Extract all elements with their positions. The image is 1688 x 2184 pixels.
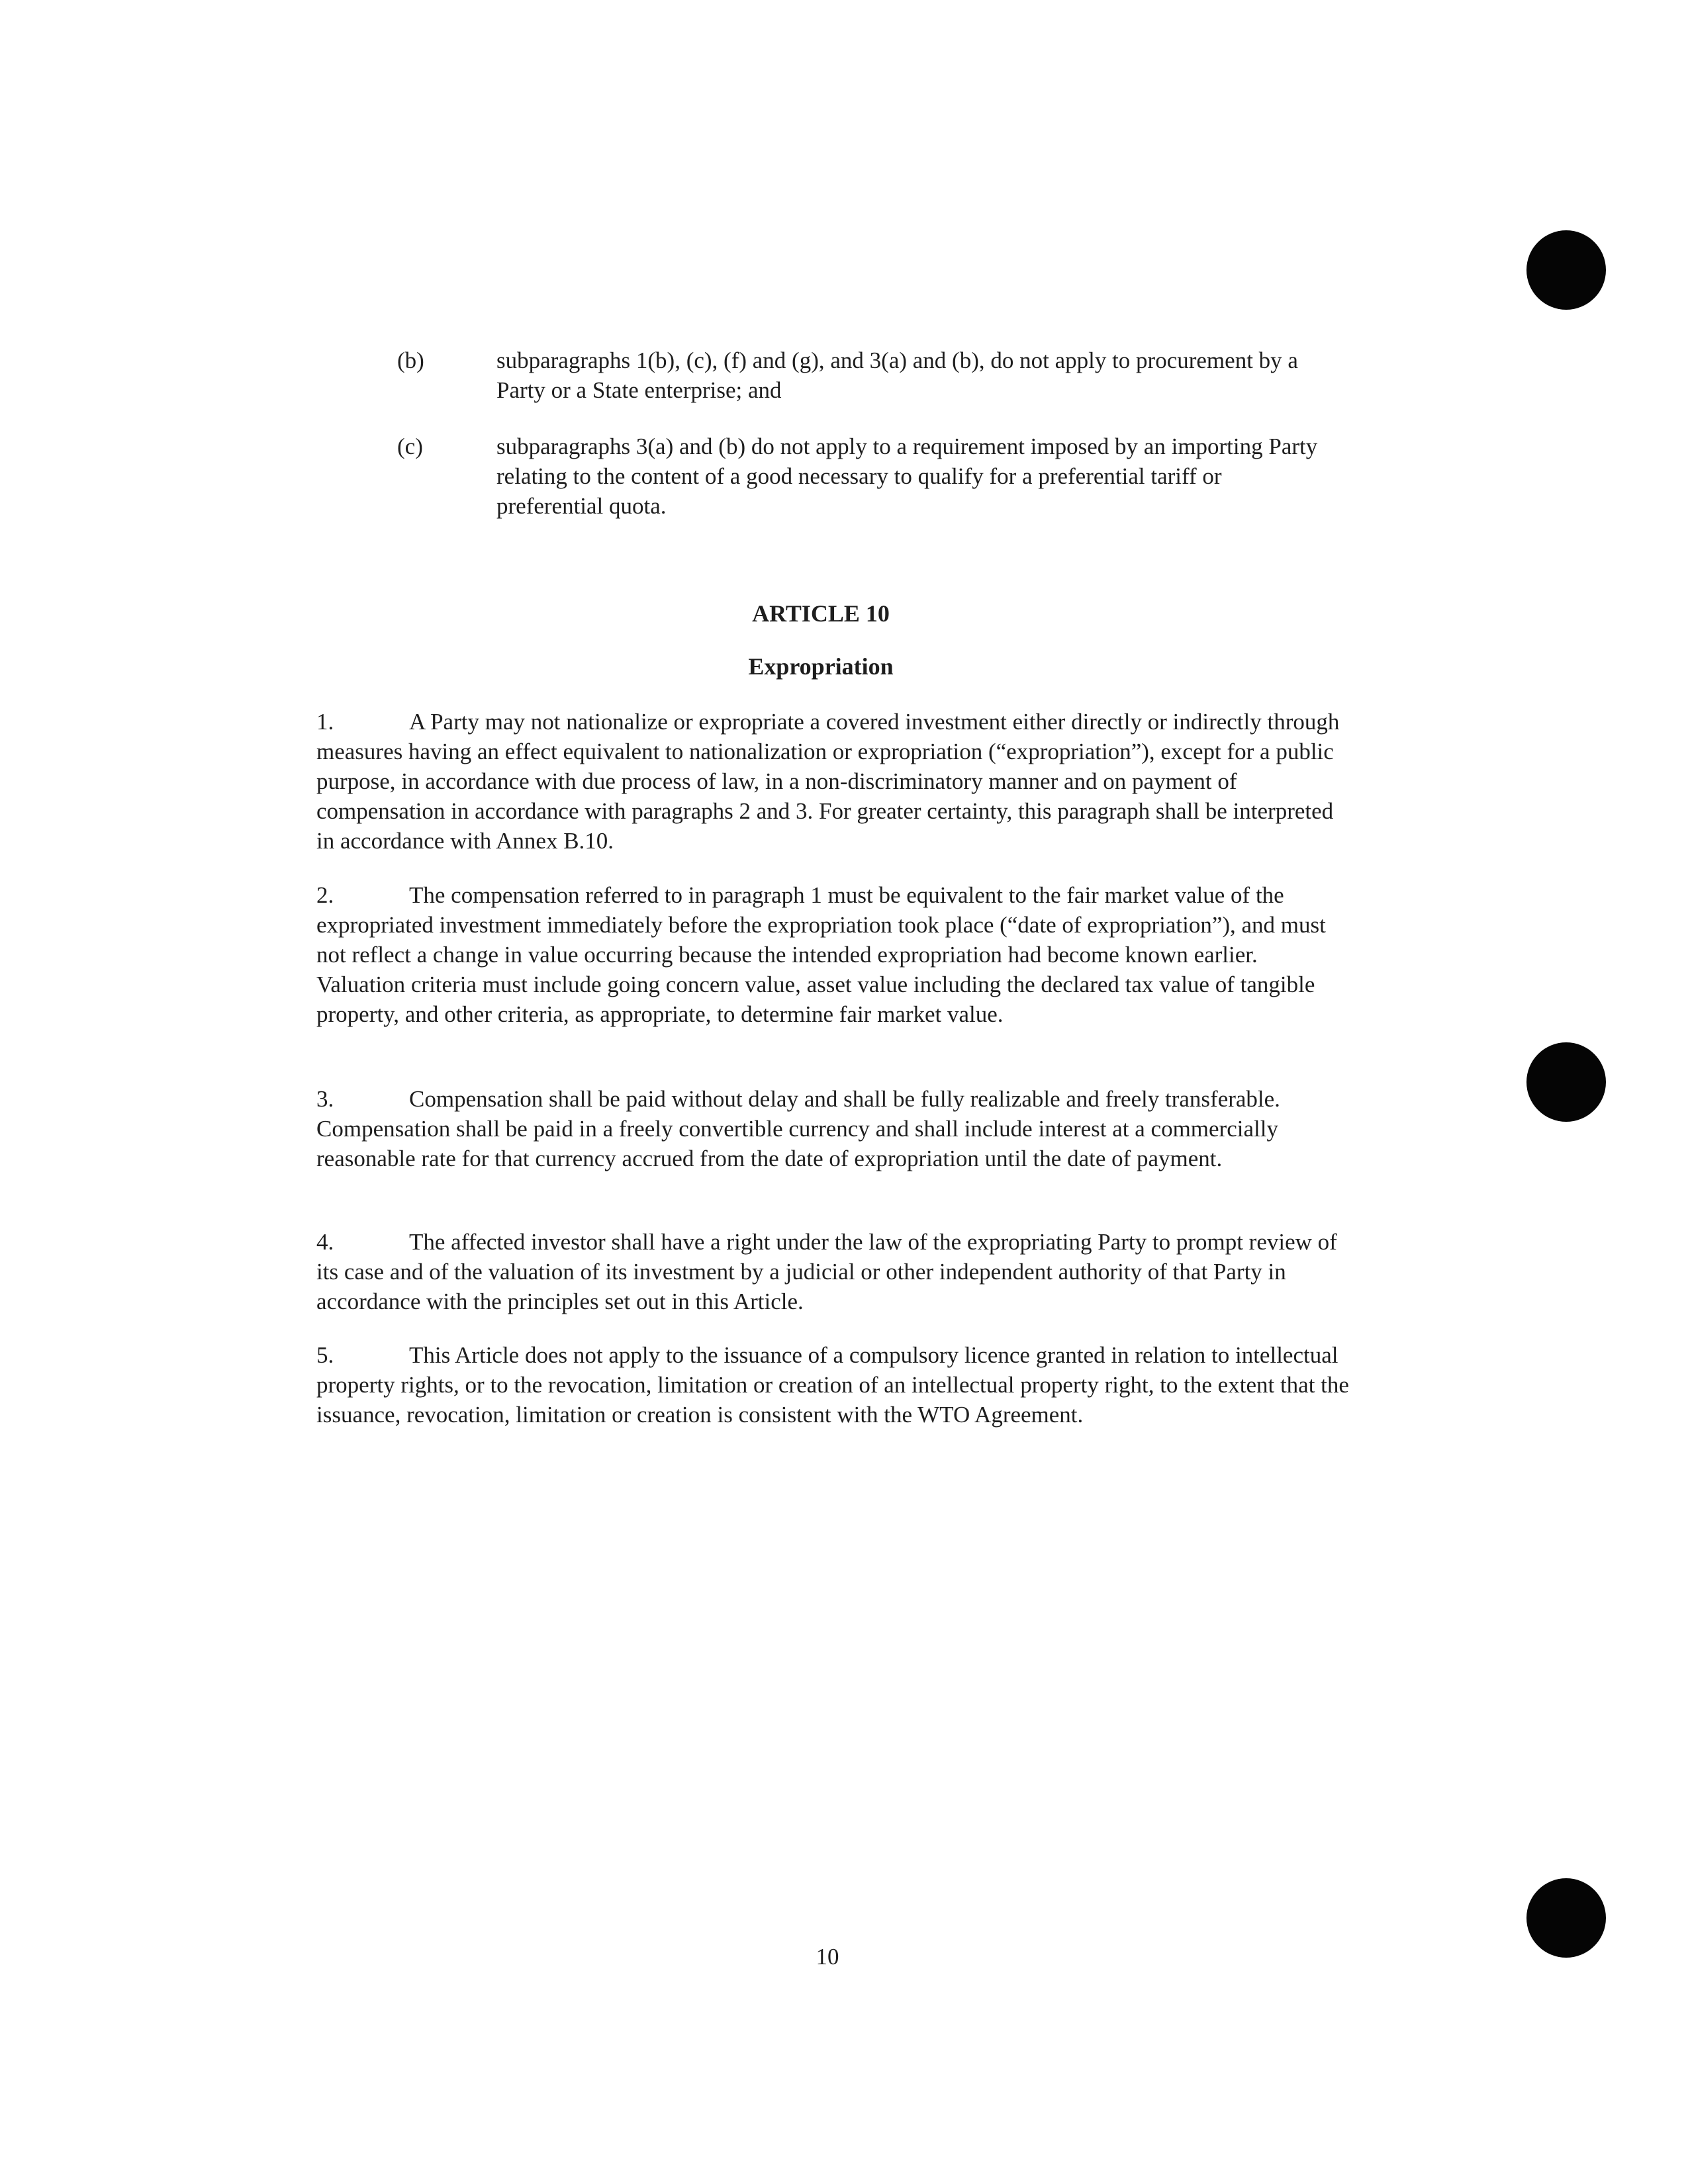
punch-hole-top [1526, 230, 1606, 310]
paragraph-text: The affected investor shall have a right under the law of the expropriating Party to prompt review of its case and of the valuation of its investment by a judicial or other independent authority of that Party in accordance with the principles set out in this Article. [316, 1229, 1337, 1314]
subparagraph-marker: (b) [397, 347, 424, 373]
subparagraph-b [397, 345, 1337, 408]
article-number-heading: ARTICLE 10 [752, 600, 890, 627]
paragraph-number: 5. [316, 1342, 334, 1368]
page-number: 10 [816, 1944, 839, 1970]
paragraph-5 [316, 1340, 1349, 1430]
subparagraph-text: subparagraphs 3(a) and (b) do not apply to a requirement imposed by an importing Party relating to the content of a good necessary to qualify for a preferential tariff or preferential quota. [496, 433, 1318, 519]
paragraph-text: The compensation referred to in paragraph 1 must be equivalent to the fair market value of the expropriated investment immediately before the expropriation took place (“date of expropriation”), and must not reflect a change in value occurring because the intended expropriation had become known earlier. Valuation criteria must include going concern value, asset value including the declared tax value of tangible property, and other criteria, as appropriate, to determine fair market value. [316, 882, 1326, 1027]
paragraph-text: This Article does not apply to the issuance of a compulsory licence granted in relation to intellectual property rights, or to the revocation, limitation or creation of an intellectual property right, to the extent that the issuance, revocation, limitation or creation is consistent with the WTO Agreement. [316, 1342, 1349, 1428]
paragraph-number: 2. [316, 882, 334, 908]
paragraph-number: 4. [316, 1229, 334, 1255]
paragraph-text: Compensation shall be paid without delay and shall be fully realizable and freely transferable. Compensation shall be paid in a freely convertible currency and shall include interest at a commercially reasonable rate for that currency accrued from the date of expropriation until the date of payment. [316, 1086, 1280, 1171]
subparagraph-c [397, 432, 1337, 524]
paragraph-2 [316, 880, 1349, 1029]
paragraph-3 [316, 1084, 1349, 1173]
subparagraph-marker: (c) [397, 433, 423, 459]
subparagraph-text: subparagraphs 1(b), (c), (f) and (g), and 3(a) and (b), do not apply to procurement by a Party or a State enterprise; and [496, 347, 1298, 403]
paragraph-number: 3. [316, 1086, 334, 1112]
article-title: Expropriation [748, 653, 894, 680]
paragraph-4 [316, 1227, 1349, 1316]
paragraph-text: A Party may not nationalize or expropriate a covered investment either directly or indirectly through measures having an effect equivalent to nationalization or expropriation (“expropriation”), except for a public purpose, in accordance with due process of law, in a non-discriminatory manner and on payment of compensation in accordance with paragraphs 2 and 3. For greater certainty, this paragraph shall be interpreted in accordance with Annex B.10. [316, 709, 1340, 854]
paragraph-1 [316, 707, 1349, 856]
punch-hole-middle [1526, 1042, 1606, 1122]
paragraph-number: 1. [316, 709, 334, 735]
